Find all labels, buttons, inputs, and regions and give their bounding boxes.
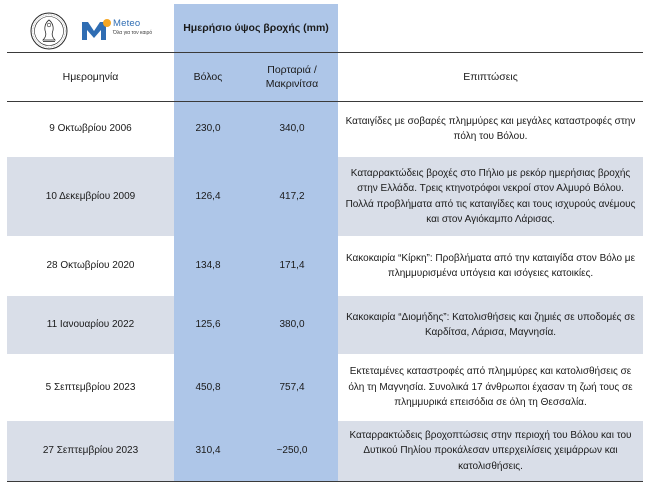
cell-portaria: 417,2 (279, 190, 305, 202)
cell-volos: 134,8 (195, 260, 221, 272)
cell-portaria: 380,0 (279, 319, 305, 331)
meteo-tagline: Όλα για τον καιρό (113, 30, 153, 36)
cell-date: 10 Δεκεμβρίου 2009 (45, 190, 136, 202)
cell-impacts: Καταρρακτώδεις βροχές στο Πήλιο με ρεκόρ ημερήσιας βροχής στην Ελλάδα. Τρεις κτηνοτρόφοι νεκροί στον Αλμυρό Βόλου. Πολλά προβλήματα από τις καταιγίδες και τους ισχυρούς ανέμους και στον Αγιόκαμπο Λάρισας. (345, 167, 636, 225)
table-header-row (7, 52, 643, 102)
university-seal-logo (30, 12, 68, 50)
cell-volos: 126,4 (195, 190, 221, 202)
cell-date: 11 Ιανουαρίου 2022 (46, 319, 135, 331)
cell-portaria: 171,4 (279, 260, 305, 272)
table-row (7, 421, 643, 481)
cell-volos: 230,0 (195, 123, 221, 135)
cell-date: 9 Οκτωβρίου 2006 (49, 123, 132, 135)
cell-portaria: 340,0 (279, 123, 305, 135)
cell-impacts: Καταιγίδες με σοβαρές πλημμύρες και μεγάλες καταστροφές στην πόλη του Βόλου. (345, 115, 636, 142)
meteo-brand-name: Meteo (113, 18, 141, 29)
table-row (7, 354, 643, 421)
cell-date: 28 Οκτωβρίου 2020 (46, 260, 135, 272)
cell-impacts: Κακοκαιρία “Κίρκη”: Προβλήματα από την καταιγίδα στον Βόλο με πλημμυρισμένα υπόγεια και ισόγειες κατοικίες. (345, 252, 636, 279)
cell-impacts: Καταρρακτώδεις βροχοπτώσεις στην περιοχή του Βόλου και του Δυτικού Πηλίου προκάλεσαν υπερχειλίσεις χειμάρρων και κατολισθήσεις. (349, 429, 632, 472)
rainfall-group-header: Ημερήσιο ύψος βροχής (mm) (183, 22, 329, 34)
header-volos: Βόλος (193, 70, 223, 83)
meteo-logo-icon (80, 18, 112, 42)
table-row (7, 101, 643, 157)
header-impacts: Επιπτώσεις (463, 70, 518, 83)
cell-impacts: Εκτεταμένες καταστροφές από πλημμύρες και κατολισθήσεις σε όλη τη Μαγνησία. Συνολικά 17 άνθρωποι έχασαν τη ζωή τους σε πλημμυρικά επεισόδια σε όλη τη Θεσσαλία. (348, 366, 633, 409)
cell-date: 5 Σεπτεμβρίου 2023 (45, 381, 136, 393)
cell-portaria: ~250,0 (276, 445, 308, 457)
header-portaria: Πορταριά / Μακρινίτσα (265, 63, 319, 90)
cell-volos: 450,8 (195, 381, 221, 393)
cell-impacts: Κακοκαιρία “Διομήδης”: Κατολισθήσεις και ζημιές σε υποδομές σε Καρδίτσα, Λάρισα, Μαγνησία. (346, 311, 635, 338)
header-date: Ημερομηνία (62, 70, 119, 83)
cell-date: 27 Σεπτεμβρίου 2023 (42, 445, 139, 457)
cell-volos: 125,6 (195, 319, 221, 331)
table-row (7, 236, 643, 296)
cell-volos: 310,4 (195, 445, 221, 457)
cell-portaria: 757,4 (279, 381, 305, 393)
table-bottom-rule (7, 481, 643, 482)
table-row (7, 296, 643, 354)
table-row (7, 157, 643, 236)
